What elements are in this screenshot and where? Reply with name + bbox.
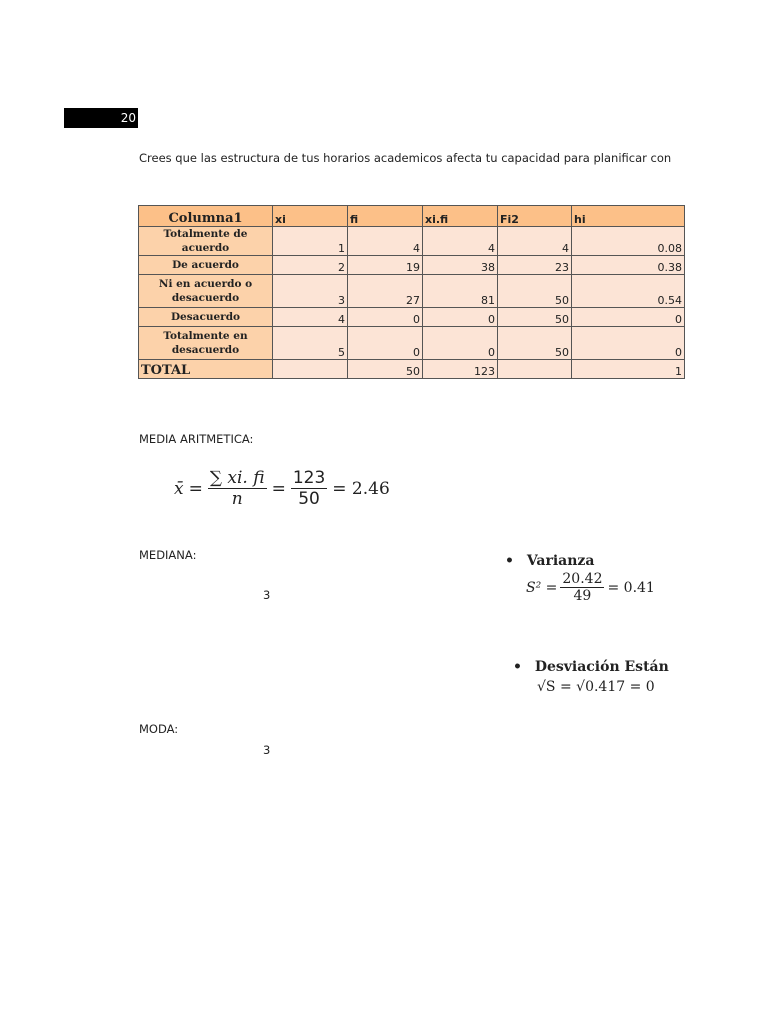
bullet-icon: • [513, 659, 522, 675]
row-label: Ni en acuerdo o desacuerdo [139, 275, 273, 308]
table-total-row [139, 360, 685, 379]
cell-hi: 0.08 [572, 227, 685, 256]
varianza-fraction [560, 571, 604, 604]
xbar-symbol: x̄ [174, 478, 184, 499]
total-xi [273, 360, 348, 379]
varianza-title: Varianza [526, 553, 595, 569]
sum-numerator: ∑ xi. fi [209, 468, 265, 488]
varianza-numerator: 20.42 [562, 571, 603, 587]
total-label: TOTAL [139, 360, 273, 379]
varianza-formula [526, 571, 655, 604]
mediana-value: 3 [263, 588, 271, 602]
header-hi: hi [572, 206, 685, 227]
cell-xi: 5 [273, 327, 348, 360]
desviacion-title: Desviación Están [534, 659, 669, 675]
cell-fi: 27 [348, 275, 423, 308]
cell-fi2: 4 [498, 227, 572, 256]
table-row [139, 308, 685, 327]
table-row [139, 327, 685, 360]
cell-hi: 0 [572, 327, 685, 360]
cell-xifi: 0 [423, 327, 498, 360]
cell-xifi: 0 [423, 308, 498, 327]
varianza-result: = 0.41 [607, 579, 655, 596]
cell-fi2: 50 [498, 308, 572, 327]
cell-fi: 19 [348, 256, 423, 275]
question-number-badge: 20 [64, 108, 138, 128]
table-header-row [139, 206, 685, 227]
cell-fi: 4 [348, 227, 423, 256]
row-label: De acuerdo [139, 256, 273, 275]
header-columna1: Columna1 [139, 206, 273, 227]
varianza-heading [505, 553, 594, 569]
sum-denominator: n [231, 489, 243, 509]
row-label: Desacuerdo [139, 308, 273, 327]
varianza-denominator: 49 [573, 588, 592, 604]
bullet-icon: • [505, 553, 514, 569]
row-label: Totalmente de acuerdo [139, 227, 273, 256]
cell-xi: 3 [273, 275, 348, 308]
header-xifi: xi.fi [423, 206, 498, 227]
cell-fi: 0 [348, 327, 423, 360]
header-fi: fi [348, 206, 423, 227]
cell-hi: 0.38 [572, 256, 685, 275]
moda-label: MODA: [139, 722, 179, 736]
sum-fraction [208, 468, 267, 509]
header-fi2: Fi2 [498, 206, 572, 227]
value-denominator: 50 [298, 489, 320, 509]
cell-hi: 0.54 [572, 275, 685, 308]
varianza-lhs: S² = [526, 579, 558, 596]
media-result: = 2.46 [332, 478, 390, 499]
total-xifi: 123 [423, 360, 498, 379]
cell-xifi: 38 [423, 256, 498, 275]
cell-xi: 4 [273, 308, 348, 327]
media-label: MEDIA ARITMETICA: [139, 432, 254, 446]
cell-fi: 0 [348, 308, 423, 327]
question-text: Crees que las estructura de tus horarios academicos afecta tu capacidad para planificar con [139, 151, 672, 165]
frequency-table [138, 205, 682, 378]
equals-sign: = [271, 478, 286, 499]
total-fi: 50 [348, 360, 423, 379]
moda-value: 3 [263, 743, 271, 757]
total-fi2 [498, 360, 572, 379]
value-fraction [291, 468, 327, 509]
cell-xi: 1 [273, 227, 348, 256]
cell-hi: 0 [572, 308, 685, 327]
table-row [139, 256, 685, 275]
total-hi: 1 [572, 360, 685, 379]
cell-fi2: 50 [498, 327, 572, 360]
equals-sign: = [188, 478, 203, 499]
desviacion-heading [513, 659, 669, 675]
row-label: Totalmente en desacuerdo [139, 327, 273, 360]
cell-fi2: 23 [498, 256, 572, 275]
desviacion-formula: √S = √0.417 = 0 [537, 679, 655, 695]
cell-xifi: 81 [423, 275, 498, 308]
mediana-label: MEDIANA: [139, 548, 197, 562]
cell-fi2: 50 [498, 275, 572, 308]
media-formula [174, 468, 390, 509]
cell-xifi: 4 [423, 227, 498, 256]
table-row [139, 227, 685, 256]
table-row [139, 275, 685, 308]
cell-xi: 2 [273, 256, 348, 275]
header-xi: xi [273, 206, 348, 227]
value-numerator: 123 [292, 468, 326, 488]
